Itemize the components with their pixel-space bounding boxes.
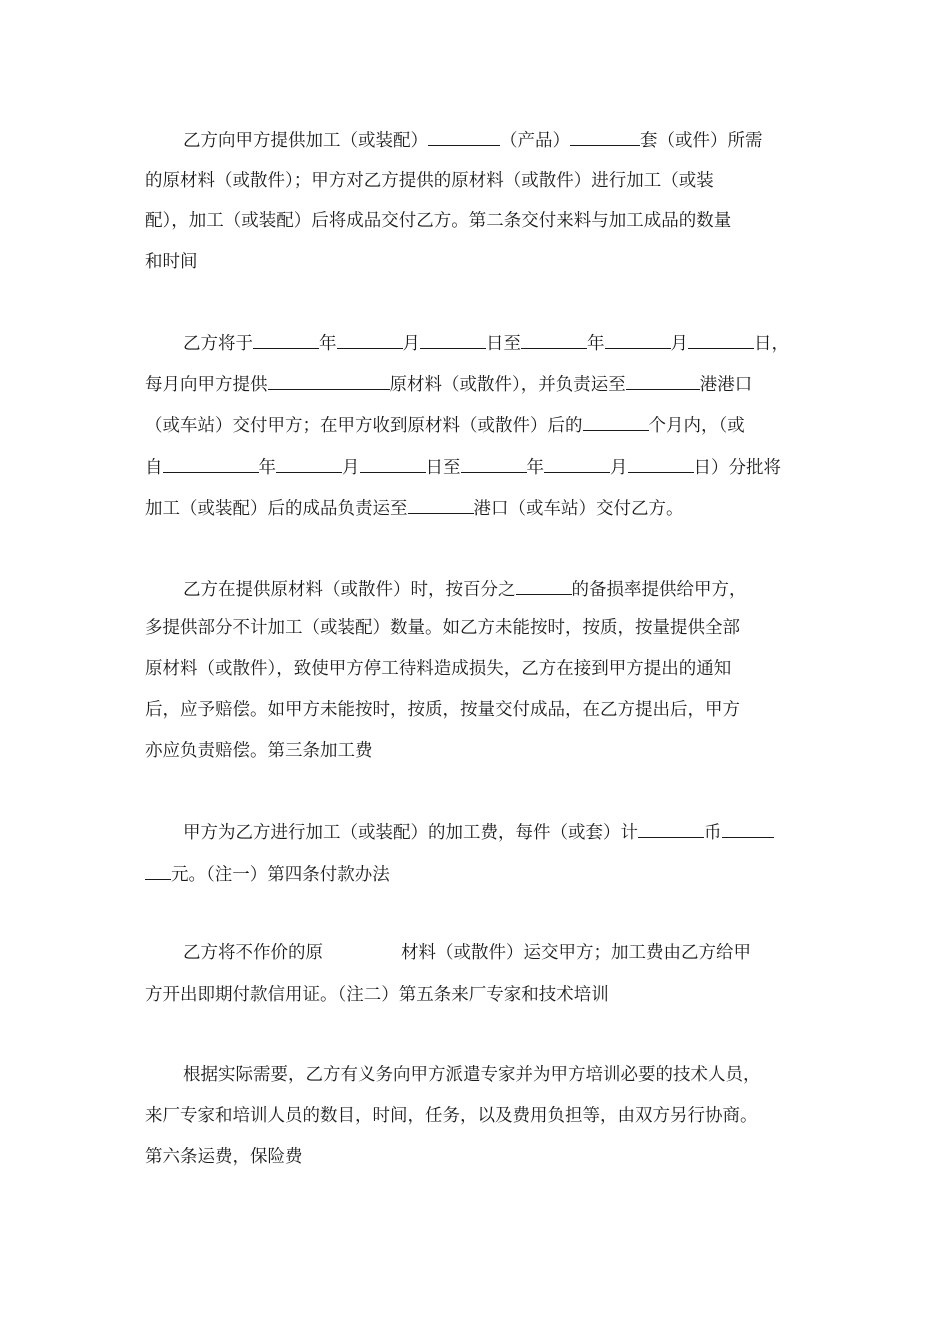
blank-field[interactable]	[516, 575, 572, 595]
text-line: 甲方为乙方进行加工（或装配）的加工费，每件（或套）计 币	[183, 818, 774, 845]
text-line: 多提供部分不计加工（或装配）数量。如乙方未能按时，按质，按量提供全部	[145, 618, 740, 638]
text-line: 乙方将不作价的原 材料（或散件）运交甲方；加工费由乙方给甲	[183, 943, 751, 963]
blank-field[interactable]	[253, 329, 319, 349]
text-line: （或车站）交付甲方；在甲方收到原材料（或散件）后的 个月内，（或	[145, 411, 745, 438]
blank-field[interactable]	[276, 453, 342, 473]
text-line: 后，应予赔偿。如甲方未能按时，按质，按量交付成品，在乙方提出后，甲方	[145, 700, 740, 720]
blank-field[interactable]	[521, 329, 587, 349]
blank-field[interactable]	[605, 329, 671, 349]
blank-field[interactable]	[337, 329, 403, 349]
text-line: 乙方在提供原材料（或散件）时，按百分之 的备损率提供给甲方，	[183, 575, 747, 602]
blank-field[interactable]	[428, 126, 500, 146]
blank-field[interactable]	[626, 370, 700, 390]
blank-field[interactable]	[628, 453, 694, 473]
blank-field[interactable]	[461, 453, 527, 473]
blank-field[interactable]	[408, 494, 474, 514]
text-line: 根据实际需要，乙方有义务向甲方派遣专家并为甲方培训必要的技术人员，	[183, 1065, 761, 1085]
text-line: 加工（或装配）后的成品负责运至 港口（或车站）交付乙方。	[145, 494, 684, 521]
blank-field[interactable]	[638, 818, 704, 838]
blank-field[interactable]	[544, 453, 610, 473]
text-line: 和时间	[145, 252, 198, 272]
text-line: 每月向甲方提供 原材料（或散件），并负责运至 港港口	[145, 370, 752, 397]
text-line: 乙方将于 年 月 日至 年 月 日，	[183, 329, 789, 356]
text-line: 配），加工（或装配）后将成品交付乙方。第二条交付来料与加工成品的数量	[145, 211, 732, 231]
blank-field[interactable]	[570, 126, 640, 146]
blank-field[interactable]	[268, 370, 390, 390]
blank-field[interactable]	[145, 860, 171, 880]
blank-field[interactable]	[163, 453, 259, 473]
text-line: 元。（注一）第四条付款办法	[145, 860, 390, 887]
blank-field[interactable]	[688, 329, 754, 349]
text-line: 第六条运费，保险费	[145, 1147, 303, 1167]
text-line: 原材料（或散件），致使甲方停工待料造成损失，乙方在接到甲方提出的通知	[145, 659, 732, 679]
text-line: 方开出即期付款信用证。（注二）第五条来厂专家和技术培训	[145, 985, 609, 1005]
text-line: 来厂专家和培训人员的数目，时间，任务，以及费用负担等，由双方另行协商。	[145, 1106, 758, 1126]
text-line: 的原材料（或散件）；甲方对乙方提供的原材料（或散件）进行加工（或装	[145, 171, 714, 191]
text-line: 乙方向甲方提供加工（或装配） （产品） 套（或件）所需	[183, 126, 763, 153]
blank-field[interactable]	[583, 411, 649, 431]
text-line: 亦应负责赔偿。第三条加工费	[145, 741, 373, 761]
blank-field[interactable]	[420, 329, 486, 349]
blank-field[interactable]	[360, 453, 426, 473]
text-line: 自 年 月 日至 年 月 日）分批将	[145, 453, 781, 480]
blank-field[interactable]	[722, 818, 774, 838]
